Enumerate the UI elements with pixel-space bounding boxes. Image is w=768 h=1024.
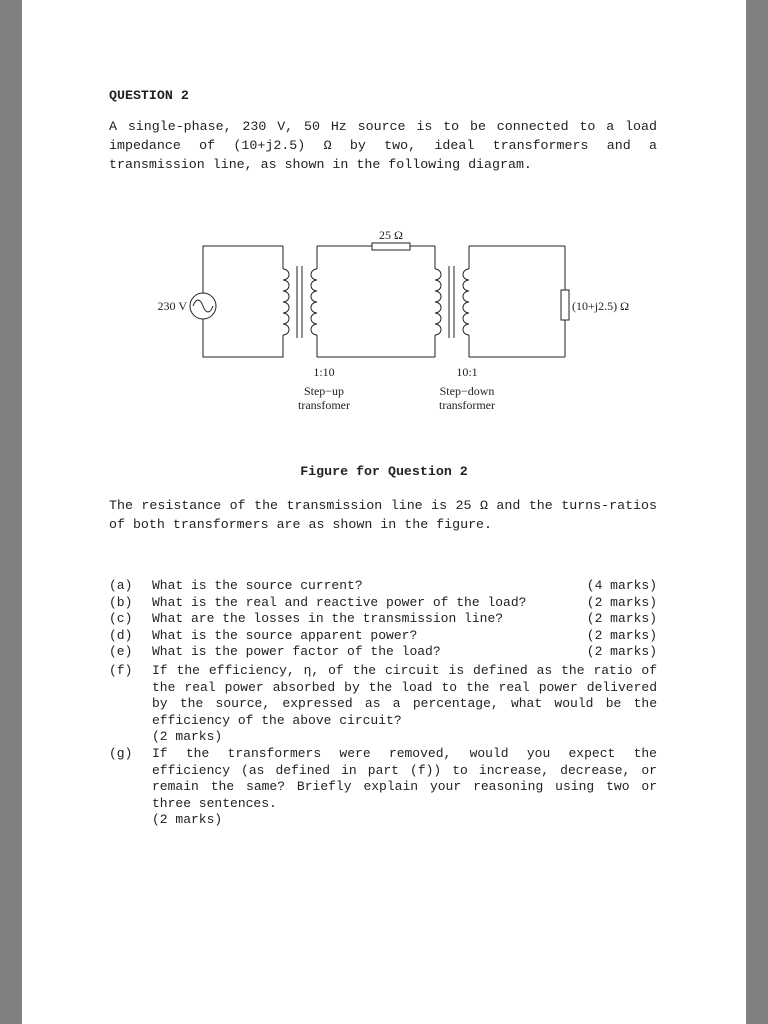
question-title: QUESTION 2	[109, 88, 189, 103]
line-resistor	[372, 243, 410, 250]
t2-label-2: transformer	[439, 398, 495, 412]
question-marks: (2 marks)	[586, 594, 657, 610]
circuit-diagram	[142, 222, 642, 422]
question-item-d	[109, 628, 657, 645]
document-page	[22, 0, 746, 1024]
second-paragraph: The resistance of the transmission line is 25 Ω and the turns-ratios of both transformers are as shown in the figure.	[109, 498, 657, 532]
t1-secondary-coil	[311, 269, 317, 335]
question-marks: (2 marks)	[586, 644, 657, 660]
question-text: If the transformers were removed, would you expect the efficiency (as defined in part (f)) to increase, decrease, or remain the same? Briefly explain your reasoning using two or three sentences.	[152, 745, 657, 811]
question-list	[109, 578, 657, 829]
question-text: What is the source current?	[152, 578, 363, 593]
t2-primary-coil	[435, 269, 441, 335]
t1-ratio: 1:10	[313, 365, 335, 379]
question-marks: (2 marks)	[586, 627, 657, 643]
question-label: (c)	[109, 611, 133, 627]
intro-paragraph: A single-phase, 230 V, 50 Hz source is to be connected to a load impedance of (10+j2.5) Ω by two, ideal transformers and a transmission line, as shown in the following diagram.	[109, 119, 657, 172]
load-label: (10+j2.5) Ω	[572, 299, 630, 313]
t1-primary-coil	[283, 269, 289, 335]
t2-ratio: 10:1	[456, 365, 478, 379]
question-text: If the efficiency, η, of the circuit is defined as the ratio of the real power absorbed by the load to the real power delivered by the source, expressed as a percentage, what would be the efficiency of the above circuit?	[152, 662, 657, 728]
t2-label-1: Step−down	[439, 384, 495, 398]
question-text: What is the source apparent power?	[152, 627, 418, 643]
question-label: (e)	[109, 644, 133, 660]
question-label: (g)	[109, 745, 133, 761]
source-voltage-label: 230 V	[157, 299, 187, 313]
question-label: (a)	[109, 578, 133, 593]
t2-secondary-coil	[463, 269, 469, 335]
question-label: (f)	[109, 662, 133, 678]
question-label: (d)	[109, 627, 133, 643]
question-marks: (2 marks)	[152, 812, 223, 828]
question-item-c	[109, 611, 657, 628]
t1-label-2: transfomer	[298, 398, 350, 412]
load-impedance	[561, 290, 569, 320]
line-resistance-label: 25 Ω	[379, 228, 403, 242]
question-marks: (2 marks)	[152, 729, 223, 745]
question-text: What is the power factor of the load?	[152, 644, 441, 660]
question-text: What is the real and reactive power of the load?	[152, 594, 527, 610]
question-text: What are the losses in the transmission line?	[152, 611, 504, 627]
question-marks: (2 marks)	[586, 611, 657, 627]
question-item-b	[109, 595, 657, 612]
question-item-g	[109, 746, 657, 829]
t1-label-1: Step−up	[303, 384, 345, 398]
question-label: (b)	[109, 594, 133, 610]
question-marks: (4 marks)	[586, 578, 657, 593]
figure-caption: Figure for Question 2	[300, 464, 468, 479]
question-item-f	[109, 663, 657, 746]
question-item-a	[109, 578, 657, 595]
question-item-e	[109, 644, 657, 661]
